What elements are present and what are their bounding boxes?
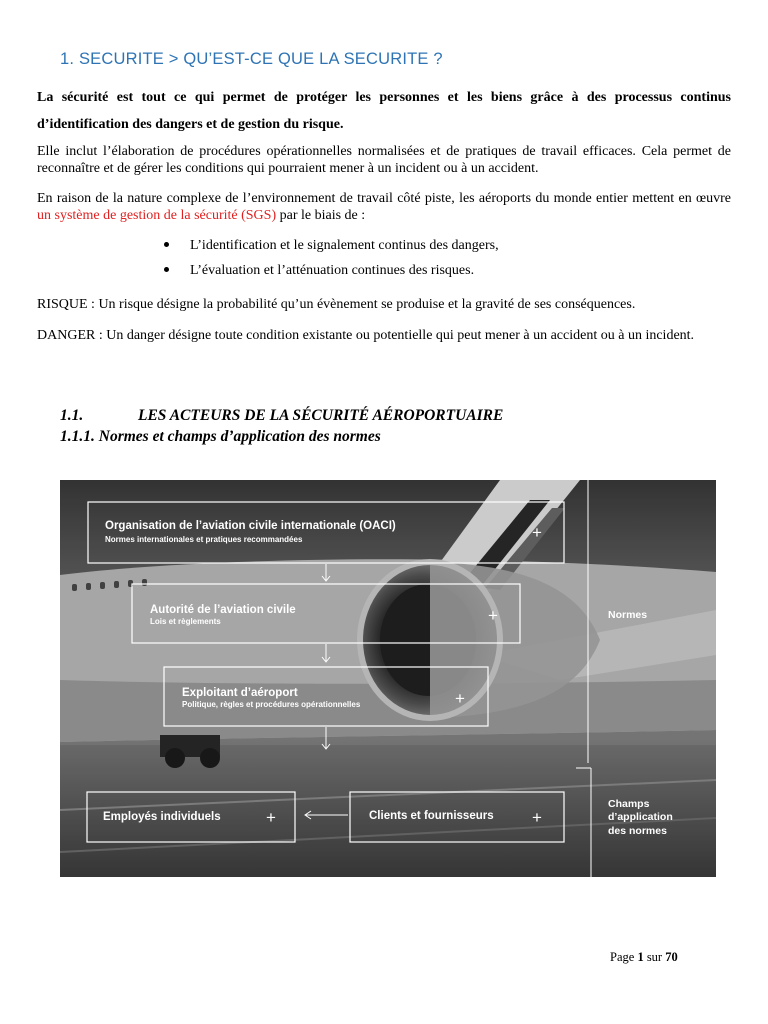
svg-text:Politique, règles et procédure: Politique, règles et procédures opérationnelles — [182, 700, 361, 709]
subsection-number: 1.1. — [60, 407, 84, 424]
current-page: 1 — [637, 950, 644, 964]
champs-label-line1: Champs — [608, 798, 650, 810]
bullet-icon — [164, 267, 169, 272]
paragraph-sgs-before: En raison de la nature complexe de l’environnement de travail côté piste, les aéroports du monde entier mettent en œuvre — [37, 191, 731, 206]
bullet-icon — [164, 242, 169, 247]
svg-text:Autorité de l’aviation civile: Autorité de l’aviation civile — [150, 604, 296, 616]
svg-text:Normes internationales et prat: Normes internationales et pratiques recommandées — [105, 535, 303, 544]
paragraph-sgs — [37, 190, 731, 224]
intro-paragraph: La sécurité est tout ce qui permet de protéger les personnes et les biens grâce à des processus continus d’identification des dangers et de gestion du risque. — [37, 90, 731, 132]
sgs-highlight: un système de gestion de la sécurité (SGS) — [37, 208, 277, 223]
paragraph-procedures: Elle inclut l’élaboration de procédures opérationnelles normalisées et de pratiques de travail efficaces. Cela permet de reconnaître et de gérer les conditions qui pourraient mener à un incident ou à un accident. — [37, 144, 731, 176]
normes-diagram — [60, 480, 716, 877]
champs-label-line3: des normes — [608, 825, 667, 837]
danger-definition: DANGER : Un danger désigne toute condition existante ou potentielle qui peut mener à un accident ou à un incident. — [37, 328, 695, 343]
svg-text:Exploitant d’aéroport: Exploitant d’aéroport — [182, 687, 298, 699]
total-pages: 70 — [665, 950, 678, 964]
normes-label: Normes — [608, 609, 648, 621]
document-page: 1. SECURITE > QU’EST-CE QUE LA SECURITE ? La sécurité est tout ce qui permet de protéger les personnes et les biens grâce à des processus continus d’identification des dangers et de gestion du risque. Elle inclut l’élaboration de procédures opérationnelles normalisées et de pratiques de travail efficaces. Cela permet de reconnaître et de gérer les conditions qui pourraient mener à un incident ou à un accident. En raison de la nature complexe de l’environnement de travail côté piste, les aéroports du monde entier mettent en œuvre un système de gestion de la sécurité (SGS) par le biais de : L’identification et le signalement continus des dangers, L’évaluation et l’atténuation continues des risques. RISQUE : Un risque désigne la probabilité qu’un évènement se produise et la gravité de ses conséquences. DANGER : Un danger désigne toute condition existante ou potentielle qui peut mener à un accident ou à un incident. 1.1. LES ACTEURS DE LA SÉCURITÉ AÉROPORTUAIRE 1.1.1. Normes et champs d’application des normes Organisation de l’aviation civile internationale (OACI) Normes internationales et pratiques recommandées + Autorité de l’aviation civile Lois et règlements + Exploitant d’aéroport Politique, règles et procédures opérationnelles + Employés individuels + Clients et fournisseurs + Normes Champs d’application des normes Page 1 sur 70 — [37, 50, 731, 964]
champs-label-line2: d’application — [608, 811, 673, 823]
section-heading: 1. SECURITE > QU’EST-CE QUE LA SECURITE ? — [60, 50, 443, 68]
plus-icon[interactable]: + — [532, 808, 542, 827]
svg-text:Employés individuels: Employés individuels — [103, 811, 221, 823]
risque-definition: RISQUE : Un risque désigne la probabilité qu’un évènement se produise et la gravité de ses conséquences. — [37, 297, 636, 312]
svg-text:Organisation de l’aviation civ: Organisation de l’aviation civile internationale (OACI) — [105, 520, 396, 532]
subsection-heading — [60, 407, 503, 425]
paragraph-sgs-after: par le biais de : — [276, 208, 366, 223]
plus-icon[interactable]: + — [266, 808, 276, 827]
page-number: Page 1 sur 70 — [610, 950, 678, 964]
plus-icon[interactable]: + — [488, 606, 498, 625]
plus-icon[interactable]: + — [532, 523, 542, 542]
normes-diagram-figure — [60, 480, 716, 877]
svg-text:Lois et règlements: Lois et règlements — [150, 617, 221, 626]
sub-subsection-heading: 1.1.1. Normes et champs d’application des normes — [60, 428, 381, 445]
subsection-title: LES ACTEURS DE LA SÉCURITÉ AÉROPORTUAIRE — [138, 407, 504, 424]
plus-icon[interactable]: + — [455, 689, 465, 708]
svg-text:Clients et fournisseurs: Clients et fournisseurs — [369, 810, 494, 822]
